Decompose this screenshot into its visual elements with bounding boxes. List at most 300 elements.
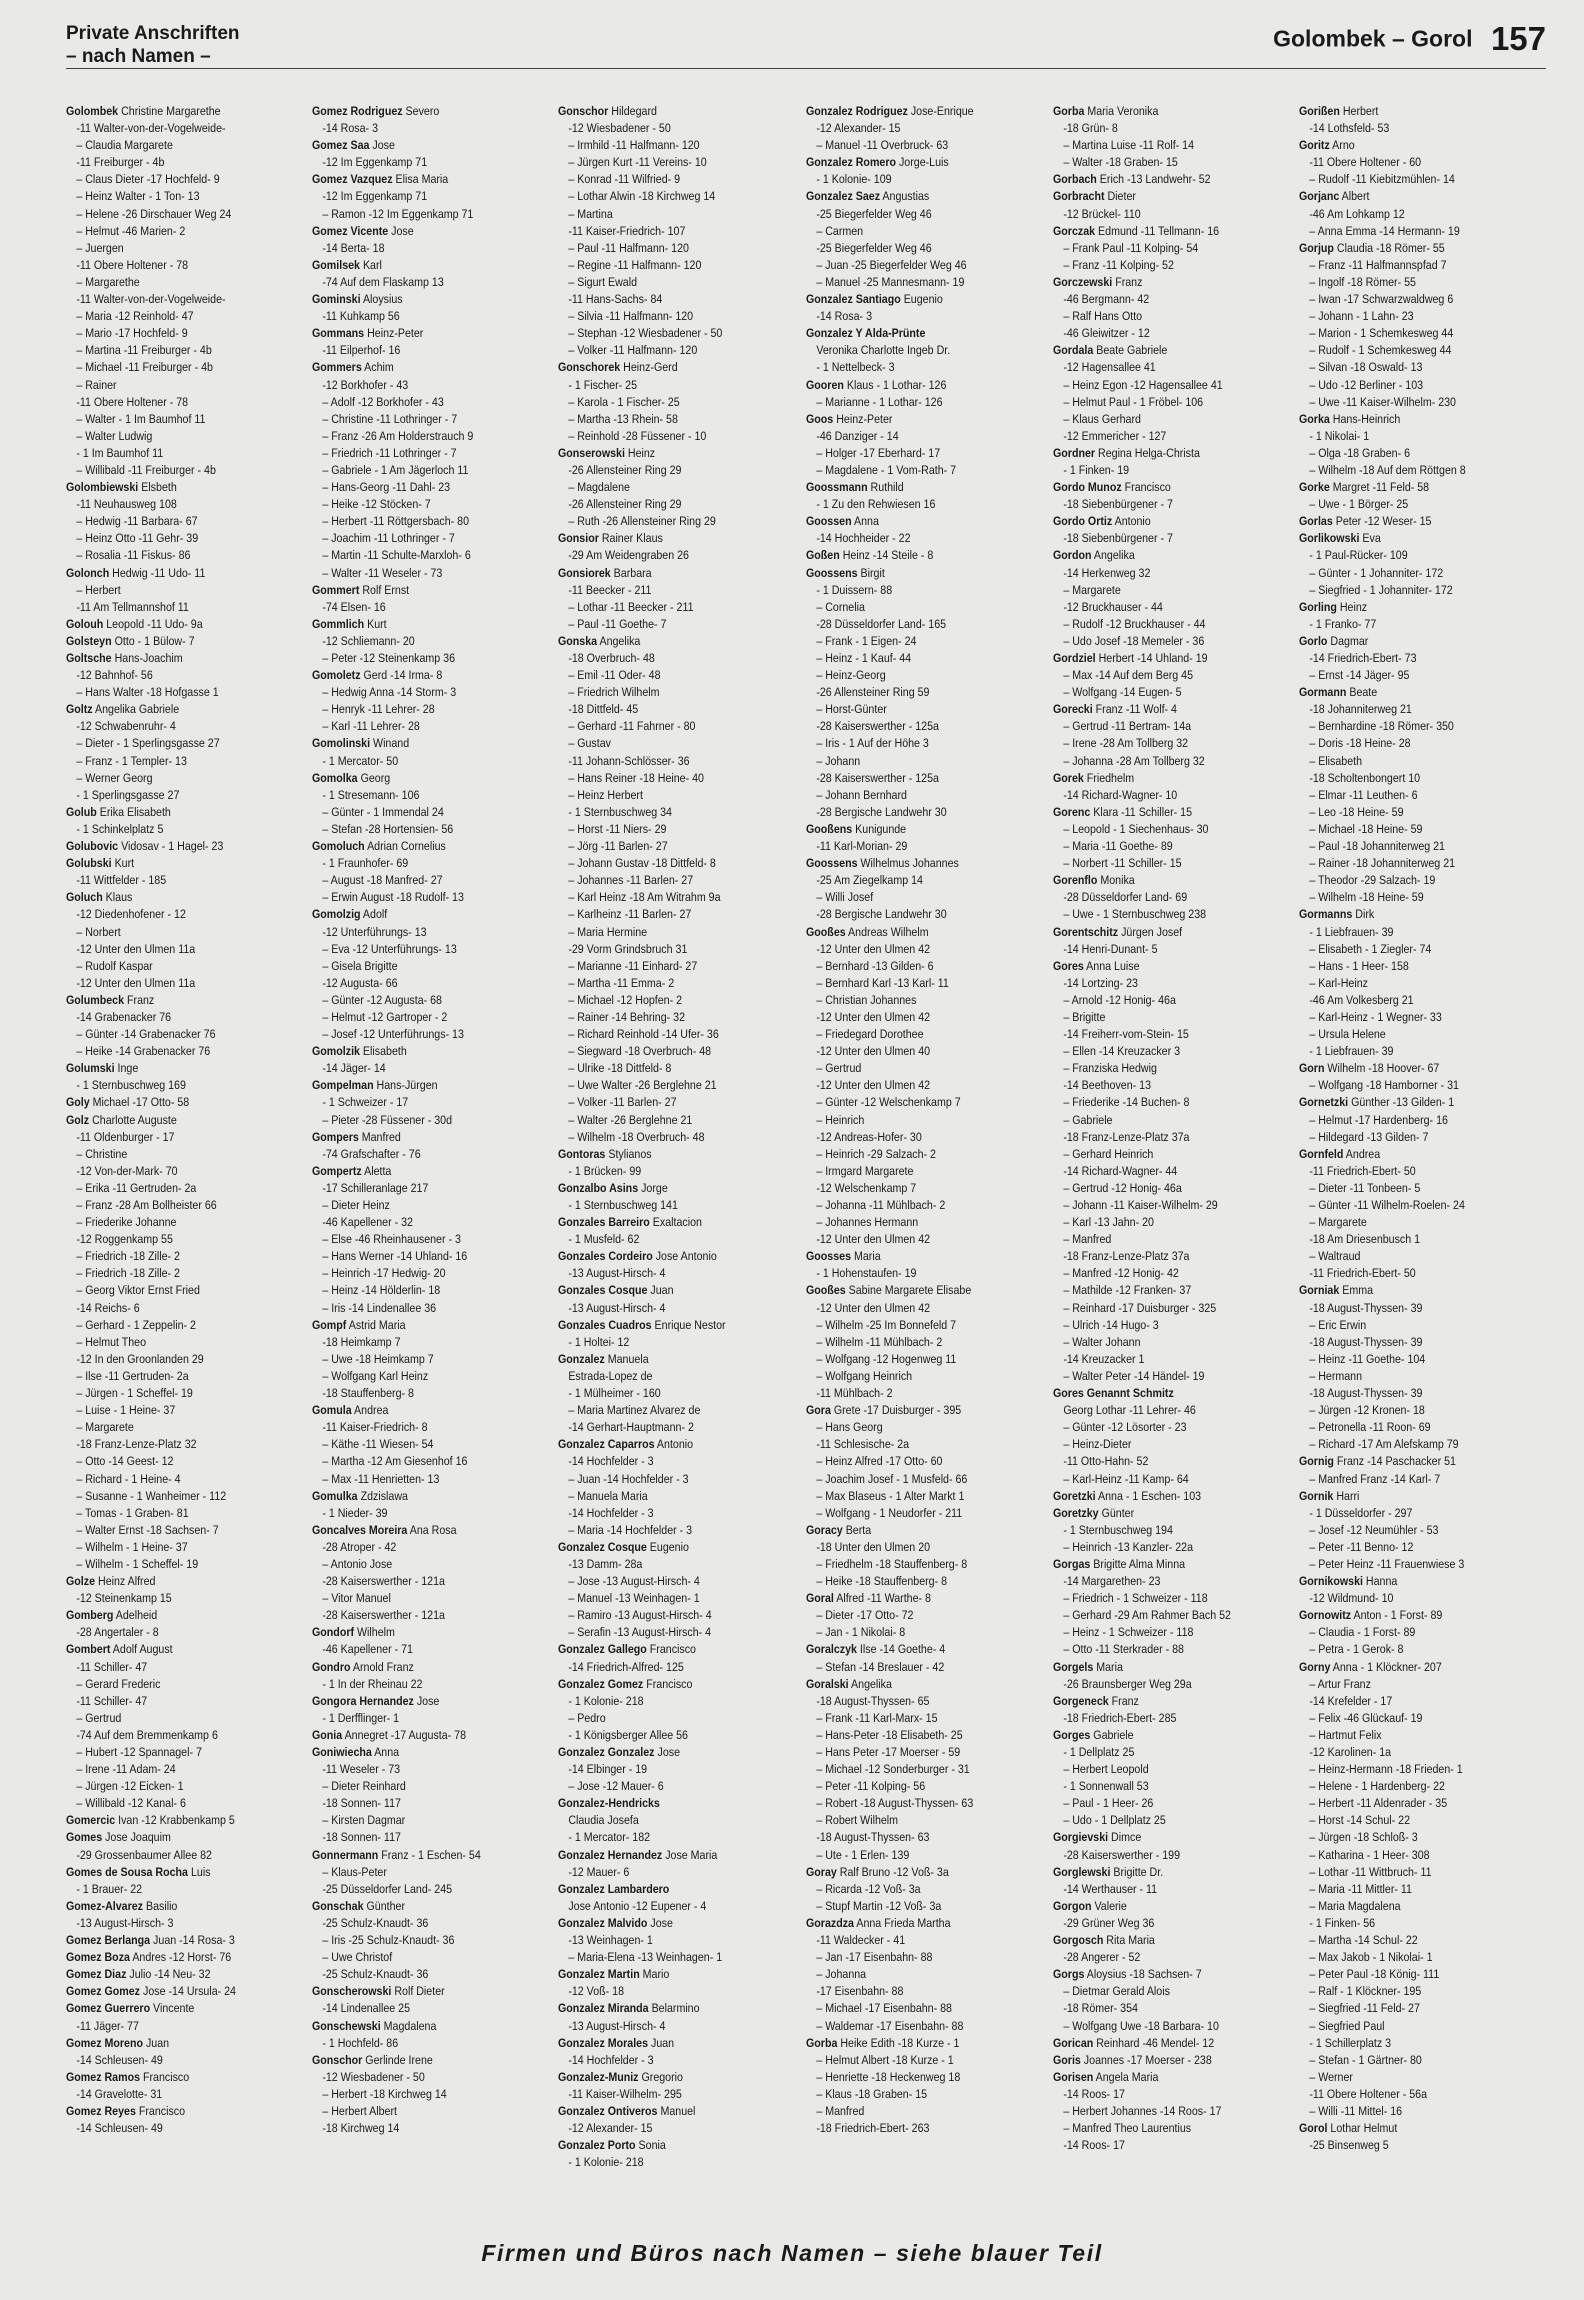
directory-entry: – Günter -12 Augusta- 68 (322, 992, 442, 1007)
directory-entry: – Iris -25 Schulz-Knaudt- 36 (322, 1933, 455, 1948)
surname: Gorjanc (1299, 189, 1340, 204)
surname: Gorba (1053, 104, 1085, 118)
section-title (66, 22, 240, 68)
entry-details: Franz (1111, 1693, 1139, 1708)
surname: Gomoluch (312, 839, 365, 854)
directory-entry: - 1 In der Rheinau 22 (322, 1676, 423, 1691)
directory-entry: -14 Hochfelder - 3 (568, 1505, 654, 1520)
directory-entry: – Rudolf -11 Kiebitzmühlen- 14 (1309, 172, 1455, 187)
directory-entry (1053, 171, 1290, 188)
directory-entry (66, 1607, 303, 1624)
directory-entry: – Margarethe (76, 274, 140, 289)
directory-entry: – Horst -14 Schul- 22 (1309, 1813, 1411, 1828)
entry-details: Rolf Ernst (362, 582, 410, 597)
directory-entry: – Reinhold -28 Füssener - 10 (568, 428, 707, 443)
directory-entry: -29 Am Weidengraben 26 (568, 548, 689, 563)
directory-entry: -12 Unter den Ulmen 11a (76, 941, 196, 956)
directory-entry: – Gertrud -11 Bertram- 14a (1063, 719, 1192, 734)
entry-details: Arnold Franz (352, 1659, 414, 1674)
directory-entry: – Jan - 1 Nikolai- 8 (816, 1625, 906, 1640)
directory-entry (1053, 1898, 1290, 1915)
directory-entry: – Otto -14 Geest- 12 (76, 1454, 174, 1469)
directory-entry: Jose Antonio -12 Eupener - 4 (568, 1898, 707, 1913)
surname: Gorlas (1299, 514, 1333, 529)
entry-details: Heinz-Peter (836, 411, 893, 426)
entry-details: Andreas Wilhelm (848, 924, 929, 939)
directory-entry: – Udo - 1 Dellplatz 25 (1063, 1813, 1166, 1828)
directory-entry: – Artur Franz (1309, 1676, 1371, 1691)
surname: Gormanns (1299, 907, 1353, 922)
directory-entry: – Theodor -29 Salzach- 19 (1309, 873, 1436, 888)
directory-entry: -26 Braunsberger Weg 29a (1063, 1676, 1192, 1691)
surname: Goossens (806, 565, 858, 580)
entry-details: Wilhelm (357, 1625, 395, 1640)
directory-entry: - 1 Paul-Rücker- 109 (1309, 548, 1408, 563)
entry-details: Jose Maria (665, 1847, 718, 1862)
directory-entry (558, 103, 795, 120)
directory-entry (312, 103, 549, 120)
surname: Gompertz (312, 1163, 362, 1178)
surname: Goosses (806, 1249, 852, 1264)
directory-entry: – Dieter -11 Tonbeen- 5 (1309, 1180, 1421, 1195)
entry-details: Christine Margarethe (121, 104, 221, 118)
directory-entry: -12 Karolinen- 1a (1309, 1745, 1392, 1759)
header-rule (66, 68, 1546, 69)
directory-entry: -25 Schulz-Knaudt- 36 (322, 1915, 429, 1930)
entry-details: Dagmar (1330, 633, 1369, 648)
entry-details: Herbert -14 Uhland- 19 (1098, 651, 1208, 665)
directory-entry: -11 Hans-Sachs- 84 (568, 292, 663, 307)
directory-entry (1299, 411, 1536, 428)
entry-details: Franz (127, 992, 155, 1007)
directory-entry: – Silvan -18 Oswald- 13 (1309, 360, 1423, 375)
directory-entry (66, 1829, 303, 1846)
directory-entry (66, 992, 303, 1009)
entry-details: Winand (373, 736, 410, 751)
directory-entry: – Luise - 1 Heine- 37 (76, 1403, 176, 1418)
surname: Gorba (806, 2035, 838, 2050)
surname: Gorbracht (1053, 189, 1105, 204)
directory-entry: – Herbert -11 Aldenrader - 35 (1309, 1796, 1448, 1811)
surname: Gorlo (1299, 633, 1328, 648)
directory-entry: – Lothar -11 Wittbruch- 11 (1309, 1864, 1432, 1879)
directory-entry: -11 Schiller- 47 (76, 1693, 148, 1708)
directory-entry: – Heinz Herbert (568, 787, 643, 802)
directory-entry (806, 2035, 1043, 2052)
directory-entry: -25 Am Ziegelkamp 14 (816, 873, 923, 888)
directory-entry: – Claudia - 1 Forst- 89 (1309, 1625, 1416, 1640)
directory-entry: – Christine (76, 1146, 128, 1161)
directory-entry: - 1 Derfflinger- 1 (322, 1710, 400, 1725)
directory-entry: – Franz -26 Am Holderstrauch 9 (322, 428, 474, 443)
directory-entry: – Max -11 Henrietten- 13 (322, 1471, 440, 1486)
directory-entry: – Jose -13 August-Hirsch- 4 (568, 1574, 700, 1589)
directory-entry: – Georg Viktor Ernst Fried (76, 1283, 200, 1298)
directory-entry: - 1 Schinkelplatz 5 (76, 821, 164, 836)
entry-details: Peter -12 Weser- 15 (1335, 514, 1432, 529)
directory-entry (1053, 958, 1290, 975)
entry-details: Ivan -12 Krabbenkamp 5 (118, 1813, 235, 1828)
surname: Goritz (1299, 138, 1330, 153)
directory-entry: -12 Wiesbadener - 50 (322, 2069, 425, 2084)
entry-details: Jose (650, 1915, 673, 1930)
directory-entry: -29 Grüner Weg 36 (1063, 1915, 1155, 1930)
directory-entry: – Karola - 1 Fischer- 25 (568, 394, 680, 409)
directory-entry: – Martina Luise -11 Rolf- 14 (1063, 138, 1195, 153)
directory-entry: – Josef -12 Unterführungs- 13 (322, 1027, 464, 1042)
directory-entry: – Günter - 1 Johanniter- 172 (1309, 565, 1444, 580)
directory-entry: -14 Kreuzacker 1 (1063, 1351, 1145, 1366)
entry-details: Barbara (613, 565, 652, 580)
entry-details: Günter (1101, 1505, 1135, 1520)
surname: Gonzalez Rodriguez (806, 104, 908, 118)
directory-entry: – Waltraud (1309, 1249, 1361, 1264)
directory-entry: -14 Grabenacker 76 (76, 1009, 172, 1024)
entry-details: Jorge (641, 1180, 668, 1195)
directory-entry (806, 565, 1043, 582)
directory-entry: – Maria -12 Reinhold- 47 (76, 309, 194, 324)
directory-entry: – Robert Wilhelm (816, 1813, 899, 1828)
directory-entry: – Bernhardine -18 Römer- 350 (1309, 719, 1454, 734)
directory-entry: -11 Mühlbach- 2 (816, 1386, 893, 1401)
directory-entry: – Irmhild -11 Halfmann- 120 (568, 138, 700, 153)
directory-entry: – Magdalene (568, 480, 630, 495)
directory-entry: – Robert -18 August-Thyssen- 63 (816, 1796, 974, 1811)
directory-entry: -11 Obere Holtener - 78 (76, 394, 189, 409)
surname: Gonzalez Gonzalez (558, 1745, 655, 1759)
surname: Gomberg (66, 1608, 114, 1623)
surname: Gonzalez Malvido (558, 1915, 648, 1930)
surname: Gomolzig (312, 907, 361, 922)
directory-entry: -14 Schleusen- 49 (76, 2052, 163, 2067)
directory-entry: – Walter Johann (1063, 1334, 1141, 1349)
surname: Gonzalez Romero (806, 155, 897, 170)
surname: Gordziel (1053, 651, 1096, 665)
directory-entry: – Ralf Hans Otto (1063, 309, 1143, 324)
directory-entry (558, 1214, 795, 1231)
directory-entry: – Manfred Franz -14 Karl- 7 (1309, 1471, 1441, 1486)
surname: Gomez-Alvarez (66, 1898, 143, 1913)
directory-entry: -18 Friedrich-Ebert- 263 (816, 2121, 930, 2136)
directory-entry (312, 735, 549, 752)
directory-entry: – Jürgen Kurt -11 Vereins- 10 (568, 155, 707, 170)
entry-details: Stylianos (608, 1146, 652, 1161)
entry-details: Hedwig -11 Udo- 11 (112, 565, 206, 580)
directory-entry: – Peter Heinz -11 Frauenwiese 3 (1309, 1556, 1465, 1571)
directory-entry: -12 Wiesbadener - 50 (568, 121, 671, 136)
directory-entry (66, 633, 303, 650)
directory-entry: – Heinz - 1 Schweizer - 118 (1063, 1625, 1194, 1640)
surname: Gonschak (312, 1898, 364, 1913)
surname: Gonschewski (312, 2018, 381, 2033)
directory-entry: -12 Unter den Ulmen 42 (816, 1300, 931, 1315)
directory-entry (1299, 137, 1536, 154)
entry-details: Francisco (649, 1642, 696, 1657)
directory-entry: – Henryk -11 Lehrer- 28 (322, 702, 435, 717)
directory-entry: -14 Werthauser - 11 (1063, 1881, 1158, 1896)
directory-entry: -12 Welschenkamp 7 (816, 1180, 917, 1195)
directory-entry (312, 770, 549, 787)
entry-details: Francisco (646, 1676, 693, 1691)
directory-entry: – Heinz-Dieter (1063, 1437, 1132, 1452)
entry-details: Otto - 1 Bülow- 7 (114, 633, 195, 648)
surname: Gorniak (1299, 1283, 1340, 1298)
surname: Gonzales Cuadros (558, 1317, 652, 1332)
directory-entry: -18 Overbruch- 48 (568, 651, 655, 665)
entry-details: Margret -11 Feld- 58 (1332, 480, 1430, 495)
directory-entry: -17 Schilleranlage 217 (322, 1180, 429, 1195)
directory-entry (558, 1282, 795, 1299)
directory-entry: – Wilhelm -18 Heine- 59 (1309, 890, 1424, 905)
surname: Gommert (312, 582, 360, 597)
entry-details: Monika (1100, 873, 1135, 888)
directory-entry: – Heinz -14 Hölderlin- 18 (322, 1283, 441, 1298)
directory-entry: – Peter Paul -18 König- 111 (1309, 1967, 1440, 1982)
directory-entry (312, 257, 549, 274)
entry-details: Maria (853, 1249, 881, 1264)
directory-entry: -26 Allensteiner Ring 29 (568, 462, 682, 477)
directory-entry: – Gerhard -29 Am Rahmer Bach 52 (1063, 1608, 1231, 1623)
directory-entry: -11 Friedrich-Ebert- 50 (1309, 1266, 1416, 1281)
directory-entry: - 1 Liebfrauen- 39 (1309, 1044, 1394, 1059)
entry-details: Adolf August (112, 1642, 173, 1657)
entry-details: Hans-Joachim (114, 651, 183, 665)
entry-details: Franz -14 Paschacker 51 (1336, 1454, 1456, 1469)
directory-entry: – Maria -14 Hochfelder - 3 (568, 1522, 693, 1537)
directory-entry (1299, 103, 1536, 120)
directory-entry: – Willi Josef (816, 890, 874, 905)
directory-entry: – Herbert Leopold (1063, 1762, 1149, 1777)
directory-entry (806, 1282, 1043, 1299)
directory-entry: – Friedrich - 1 Schweizer - 118 (1063, 1591, 1208, 1606)
directory-entry: – Ursula Helene (1309, 1027, 1386, 1042)
surname: Gomercic (66, 1813, 116, 1828)
directory-entry: – Heinrich -17 Hedwig- 20 (322, 1266, 446, 1281)
entry-details: Berta (845, 1522, 872, 1537)
directory-entry: -74 Auf dem Bremmenkamp 6 (76, 1727, 218, 1742)
directory-entry (312, 1847, 549, 1864)
surname: Goralski (806, 1676, 849, 1691)
directory-entry (66, 1094, 303, 1111)
directory-entry: – Bernhard Karl -13 Karl- 11 (816, 975, 949, 990)
directory-entry (1053, 2069, 1290, 2086)
directory-entry: – Hermann (1309, 1368, 1363, 1383)
directory-entry (1053, 188, 1290, 205)
directory-entry: – Gerhard - 1 Zeppelin- 2 (76, 1317, 196, 1332)
directory-entry: – Jose -12 Mauer- 6 (568, 1779, 664, 1794)
directory-entry (312, 1693, 549, 1710)
directory-entry: – Helmut Theo (76, 1334, 147, 1349)
entry-details: Heike Edith -18 Kurze - 1 (840, 2035, 960, 2050)
directory-entry: -11 Friedrich-Ebert- 50 (1309, 1163, 1416, 1178)
directory-entry: – Hedwig -11 Barbara- 67 (76, 514, 198, 529)
directory-entry: – Wolfgang - 1 Neudorfer - 211 (816, 1505, 963, 1520)
entry-details: Anna (853, 514, 879, 529)
directory-entry: – Johanna -28 Am Tollberg 32 (1063, 753, 1205, 768)
directory-entry: - 1 Hohenstaufen- 19 (816, 1266, 917, 1281)
directory-entry: – Willibald -11 Freiburger - 4b (76, 462, 216, 477)
directory-entry: – Margarete (76, 1420, 134, 1435)
entry-details: Emma (1342, 1283, 1374, 1298)
directory-entry: - 1 Fraunhofer- 69 (322, 856, 409, 871)
directory-entry (558, 1966, 795, 1983)
directory-entry: – Richard - 1 Heine- 4 (76, 1471, 181, 1486)
directory-entry (312, 1744, 549, 1761)
directory-entry (66, 701, 303, 718)
entry-details: Regina Helga-Christa (1098, 445, 1200, 460)
directory-entry: – Rainer (76, 377, 117, 392)
directory-entry: – Heinz-Georg (816, 668, 886, 683)
entry-details: Jose Antonio (655, 1249, 717, 1264)
entry-details: Klaus - 1 Lothar- 126 (846, 377, 947, 392)
directory-entry (1299, 240, 1536, 257)
entry-details: Belarmino (651, 2001, 700, 2016)
directory-entry (312, 906, 549, 923)
directory-entry (1053, 770, 1290, 787)
surname: Gonzalez Gomez (558, 1676, 644, 1691)
directory-entry: – Tomas - 1 Graben- 81 (76, 1505, 189, 1520)
directory-entry: - 1 Fischer- 25 (568, 377, 638, 392)
directory-entry: – Juergen (76, 240, 124, 255)
directory-entry: – Iwan -17 Schwarzwaldweg 6 (1309, 292, 1454, 307)
directory-entry: – Jürgen -18 Schloß- 3 (1309, 1830, 1418, 1845)
directory-entry: – Heinz Otto -11 Gehr- 39 (76, 531, 199, 546)
surname: Gorgosch (1053, 1933, 1104, 1948)
page-number: 157 (1490, 20, 1546, 57)
surname: Goossen (806, 514, 852, 529)
entry-details: Elisabeth (362, 1044, 407, 1059)
entry-details: Jürgen Josef (1121, 924, 1183, 939)
directory-entry: -18 Am Driesenbusch 1 (1309, 1232, 1421, 1247)
directory-entry (1053, 872, 1290, 889)
surname: Goßen (806, 548, 840, 563)
directory-entry: – Irmgard Margarete (816, 1163, 914, 1178)
surname: Gomez Vazquez (312, 172, 393, 187)
directory-entry: – Holger -17 Eberhard- 17 (816, 445, 941, 460)
directory-entry: – Paul -11 Halfmann- 120 (568, 240, 689, 255)
directory-entry: – Peter -12 Steinenkamp 36 (322, 651, 456, 665)
surname: Goos (806, 411, 834, 426)
surname: Gordner (1053, 445, 1096, 460)
directory-entry: -14 Richard-Wagner- 44 (1063, 1163, 1178, 1178)
directory-entry: - 1 Sternbuschweg 34 (568, 804, 672, 819)
directory-entry: – Peter -11 Benno- 12 (1309, 1539, 1414, 1554)
surname: Gompelman (312, 1078, 374, 1093)
directory-entry: – Udo Josef -18 Memeler - 36 (1063, 633, 1205, 648)
directory-entry: – Gabriele - 1 Am Jägerloch 11 (322, 462, 469, 477)
entry-details: Francisco (142, 2069, 190, 2084)
entry-details: Sonia (638, 2138, 666, 2153)
directory-entry: -28 Kaiserswerther - 121a (322, 1608, 445, 1623)
directory-entry (806, 1915, 1043, 1932)
directory-entry (806, 1676, 1043, 1693)
directory-entry: – Max -14 Auf dem Berg 45 (1063, 668, 1194, 683)
directory-entry (1053, 650, 1290, 667)
directory-entry: – Manfred -12 Honig- 42 (1063, 1266, 1179, 1281)
surname: Gorbach (1053, 172, 1097, 187)
entry-details: Ilse -14 Goethe- 4 (859, 1642, 946, 1657)
directory-entry: -14 Friedrich-Ebert- 73 (1309, 651, 1417, 665)
directory-entry (1053, 1488, 1290, 1505)
surname: Gornowitz (1299, 1608, 1352, 1623)
directory-entry (312, 616, 549, 633)
directory-entry (1299, 633, 1536, 650)
directory-entry: Georg Lothar -11 Lehrer- 46 (1063, 1403, 1196, 1418)
entry-details: Hans-Heinrich (1332, 411, 1401, 426)
directory-entry (1053, 223, 1290, 240)
surname: Gorges (1053, 1727, 1091, 1742)
directory-entry: – Dietmar Gerald Alois (1063, 1984, 1170, 1999)
surname: Gonzales Cordeiro (558, 1249, 653, 1264)
directory-entry: -18 August-Thyssen- 65 (816, 1693, 930, 1708)
entry-details: Anna Luise (1086, 958, 1140, 973)
surname: Gommers (312, 360, 362, 375)
directory-entry: -18 Stauffenberg- 8 (322, 1386, 414, 1401)
directory-entry: – Brigitte (1063, 1009, 1106, 1024)
directory-entry: – Dieter - 1 Sperlingsgasse 27 (76, 736, 220, 751)
directory-entry: -13 August-Hirsch- 4 (568, 1300, 666, 1315)
directory-entry: -12 Unter den Ulmen 11a (76, 975, 196, 990)
entry-details: Severo (405, 104, 440, 118)
directory-entry: – Klaus Gerhard (1063, 411, 1141, 426)
directory-entry: – Manuel -25 Mannesmann- 19 (816, 274, 965, 289)
directory-entry: – Karl-Heinz (1309, 975, 1368, 990)
surname: Gordon (1053, 548, 1092, 563)
directory-entry: – Käthe -11 Wiesen- 54 (322, 1437, 434, 1452)
surname: Gomilsek (312, 257, 360, 272)
surname: Goniwiecha (312, 1745, 372, 1759)
directory-entry: – Joachim Josef - 1 Musfeld- 66 (816, 1471, 968, 1486)
directory-entry: – Johanna -11 Mühlbach- 2 (816, 1198, 946, 1212)
directory-entry: -12 Unterführungs- 13 (322, 924, 427, 939)
entry-details: Aletta (364, 1163, 392, 1178)
directory-entry: -12 Schliemann- 20 (322, 633, 415, 648)
entry-details: Michael -17 Otto- 58 (92, 1095, 190, 1110)
directory-entry: -18 Siebenbürgener - 7 (1063, 531, 1173, 546)
directory-entry: – Walter Ludwig (76, 428, 153, 443)
directory-entry: -28 Angerer - 52 (1063, 1950, 1141, 1965)
directory-entry: – Stefan - 1 Gärtner- 80 (1309, 2052, 1422, 2067)
surname: Gooren (806, 377, 844, 392)
surname: Gormann (1299, 685, 1347, 700)
directory-entry (66, 1983, 303, 2000)
entry-details: Heinz -14 Steile - 8 (842, 548, 934, 563)
entry-details: Jose (657, 1745, 681, 1759)
entry-details: Juan (145, 2035, 170, 2050)
directory-entry: -11 Kaiser-Wilhelm- 295 (568, 2086, 682, 2101)
page-header (66, 18, 1546, 74)
directory-entry: – Johannes Hermann (816, 1215, 919, 1230)
directory-entry (558, 445, 795, 462)
directory-entry: – Manfred (816, 2103, 865, 2118)
directory-entry (806, 154, 1043, 171)
directory-entry: – Johann -11 Kaiser-Wilhelm- 29 (1063, 1198, 1218, 1212)
directory-entry: - 1 Nieder- 39 (322, 1505, 388, 1520)
directory-entry: - 1 Nettelbeck- 3 (816, 360, 895, 375)
directory-entry (558, 1248, 795, 1265)
directory-entry: – Serafin -13 August-Hirsch- 4 (568, 1625, 712, 1640)
directory-entry (312, 1488, 549, 1505)
directory-entry: – Gerhard Heinrich (1063, 1146, 1154, 1161)
directory-entry (312, 1727, 549, 1744)
directory-entry (66, 855, 303, 872)
directory-entry: – Katharina - 1 Heer- 308 (1309, 1847, 1430, 1862)
surname: Goluch (66, 890, 103, 905)
directory-entry: - 1 Brücken- 99 (568, 1163, 642, 1178)
entry-details: Jorge-Luis (898, 155, 949, 170)
directory-entry (1053, 1727, 1290, 1744)
directory-entry: -12 In den Groonlanden 29 (76, 1351, 204, 1366)
